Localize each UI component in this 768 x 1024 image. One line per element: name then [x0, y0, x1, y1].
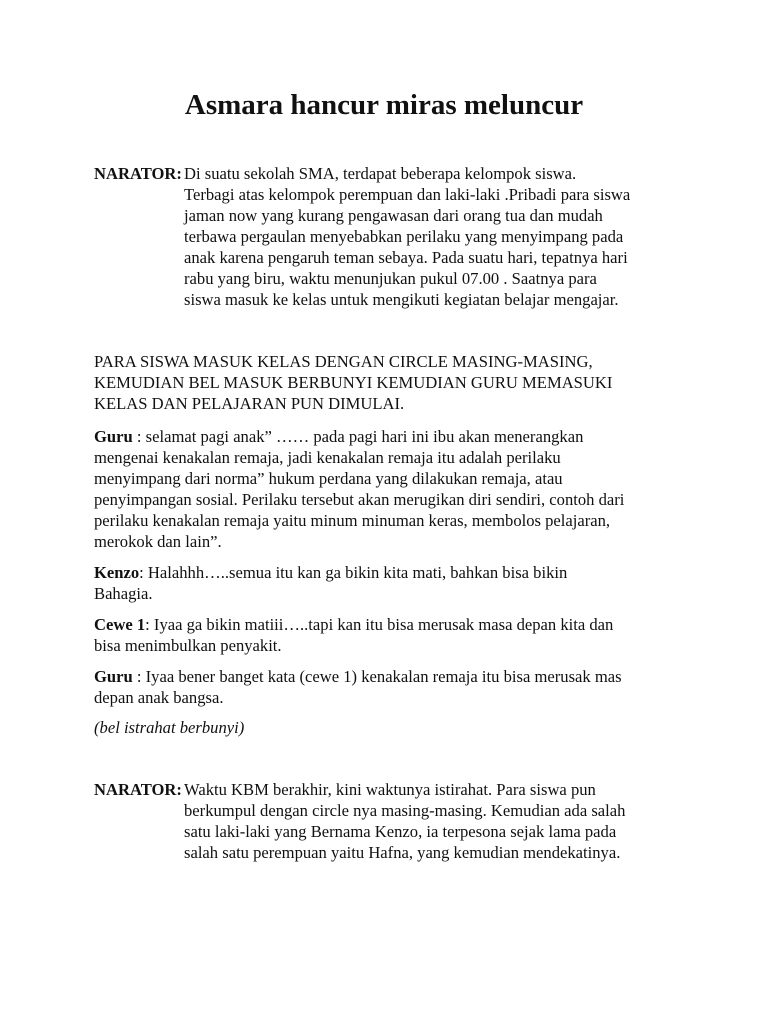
narator-text: Di suatu sekolah SMA, terdapat beberapa kelompok siswa.	[184, 164, 577, 183]
narator-label: NARATOR:	[94, 780, 182, 799]
narator-paragraph-2	[94, 779, 684, 863]
dialog-kenzo	[94, 562, 684, 604]
narator-line: rabu yang biru, waktu menunjukan pukul 07.00 . Saatnya para	[184, 269, 597, 288]
stage-direction-bell: (bel istrahat berbunyi)	[94, 718, 245, 737]
dialog-guru-1	[94, 426, 684, 552]
dialog-text: : Halahhh…..semua itu kan ga bikin kita mati, bahkan bisa bikin	[139, 563, 568, 582]
speaker-name: Cewe 1	[94, 615, 146, 634]
narator-first-line	[94, 163, 684, 184]
narator-line: anak karena pengaruh teman sebaya. Pada suatu hari, tepatnya hari	[184, 248, 628, 267]
dialog-first-line	[94, 614, 684, 635]
dialog-line: menyimpang dari norma” hukum perdana yang dilakukan remaja, atau	[94, 469, 563, 488]
dialog-cewe-1	[94, 614, 684, 656]
dialog-first-line	[94, 666, 684, 687]
dialog-first-line	[94, 562, 684, 583]
dialog-guru-2	[94, 666, 684, 708]
speaker-name: Kenzo	[94, 563, 140, 582]
dialog-line: depan anak bangsa.	[94, 688, 224, 707]
narator-line: terbawa pergaulan menyebabkan perilaku yang menyimpang pada	[184, 227, 624, 246]
narator-line: siswa masuk ke kelas untuk mengikuti kegiatan belajar mengajar.	[184, 290, 619, 309]
narator-line: salah satu perempuan yaitu Hafna, yang kemudian mendekatinya.	[184, 843, 621, 862]
narator-text: Waktu KBM berakhir, kini waktunya istirahat. Para siswa pun	[184, 780, 596, 799]
stage-direction	[94, 351, 684, 414]
dialog-line: Bahagia.	[94, 584, 153, 603]
narator-line: satu laki-laki yang Bernama Kenzo, ia terpesona sejak lama pada	[184, 822, 617, 841]
dialog-text: : Iyaa ga bikin matiii…..tapi kan itu bisa merusak masa depan kita dan	[145, 615, 614, 634]
dialog-line: mengenai kenakalan remaja, jadi kenakalan remaja itu adalah perilaku	[94, 448, 561, 467]
dialog-text: : Iyaa bener banget kata (cewe 1) kenakalan remaja itu bisa merusak mas	[132, 667, 622, 686]
narator-label: NARATOR:	[94, 164, 182, 183]
stage-line: PARA SISWA MASUK KELAS DENGAN CIRCLE MASING-MASING,	[94, 352, 593, 371]
document-title: Asmara hancur miras meluncur	[184, 89, 584, 121]
dialog-line: bisa menimbulkan penyakit.	[94, 636, 282, 655]
dialog-line: merokok dan lain”.	[94, 532, 222, 551]
narator-paragraph-1	[94, 163, 684, 310]
dialog-first-line	[94, 426, 684, 447]
narator-line: jaman now yang kurang pengawasan dari orang tua dan mudah	[184, 206, 603, 225]
dialog-line: perilaku kenakalan remaja yaitu minum minuman keras, membolos pelajaran,	[94, 511, 611, 530]
stage-line: KEMUDIAN BEL MASUK BERBUNYI KEMUDIAN GURU MEMASUKI	[94, 373, 613, 392]
stage-line: KELAS DAN PELAJARAN PUN DIMULAI.	[94, 394, 405, 413]
narator-line: Terbagi atas kelompok perempuan dan laki-laki .Pribadi para siswa	[184, 185, 631, 204]
speaker-name: Guru	[94, 427, 133, 446]
speaker-name: Guru	[94, 667, 133, 686]
dialog-text: : selamat pagi anak” …… pada pagi hari ini ibu akan menerangkan	[132, 427, 584, 446]
narator-line: berkumpul dengan circle nya masing-masing. Kemudian ada salah	[184, 801, 626, 820]
dialog-line: penyimpangan sosial. Perilaku tersebut akan merugikan diri sendiri, contoh dari	[94, 490, 625, 509]
narator-first-line	[94, 779, 684, 800]
